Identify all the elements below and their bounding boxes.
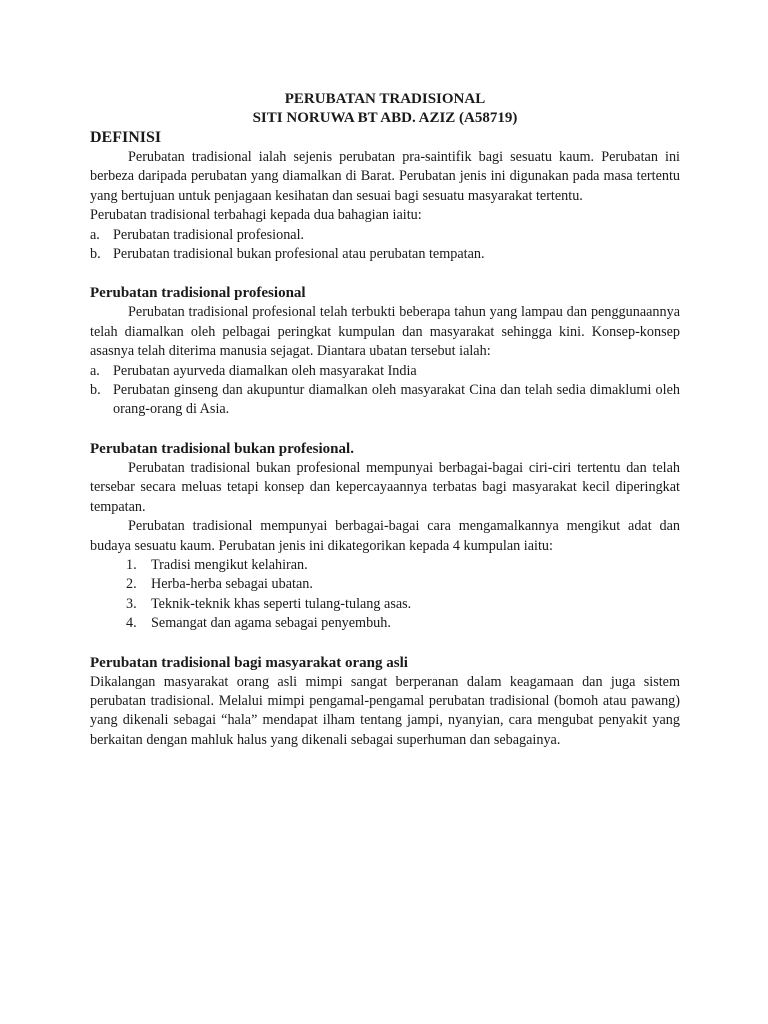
list-item bbox=[90, 381, 680, 420]
definisi-paragraph: Perubatan tradisional ialah sejenis perubatan pra-saintifik bagi sesuatu kaum. Perubatan ini berbeza daripada perubatan yang diamalkan di Barat. Perubatan jenis ini digunakan pada masa tertentu yang bertujuan untuk penjagaan kesihatan dan sesuai bagi sesuatu masyarakat tertentu. bbox=[90, 149, 680, 204]
list-item bbox=[126, 595, 680, 614]
document-title: PERUBATAN TRADISIONAL bbox=[284, 91, 486, 107]
bukan-profesional-list bbox=[90, 556, 680, 634]
list-marker: a. bbox=[90, 362, 100, 379]
orang-asli-paragraph: Dikalangan masyarakat orang asli mimpi sangat berperanan dalam keagamaan dan juga sistem perubatan tradisional. Melalui mimpi pengamal-pengamal perubatan tradisional (bomoh atau pawang) yang dikenali sebagai “hala” mendapat ilham tentang jampi, nyanyian, cara mengubat penyakit yang berkaitan dengan mahluk halus yang dikenali sebagai superhuman dan sebagainya. bbox=[90, 673, 680, 748]
spacer bbox=[90, 420, 680, 439]
profesional-list bbox=[90, 362, 680, 420]
document-author: SITI NORUWA BT ABD. AZIZ (A58719) bbox=[252, 110, 518, 126]
bukan-profesional-heading: Perubatan tradisional bukan profesional. bbox=[90, 440, 354, 457]
bukan-profesional-paragraph-1: Perubatan tradisional bukan profesional mempunyai berbagai-bagai ciri-ciri tertentu dan telah tersebar secara meluas tetapi konsep dan kepercayaannya terbatas bagi masyarakat kecil diperingkat tempatan. bbox=[90, 459, 680, 515]
list-marker: a. bbox=[90, 226, 100, 243]
list-item-text: Perubatan ayurveda diamalkan oleh masyarakat India bbox=[113, 362, 417, 379]
list-item-text: Perubatan tradisional profesional. bbox=[113, 226, 305, 243]
definisi-heading: DEFINISI bbox=[90, 129, 162, 146]
list-item bbox=[90, 362, 680, 381]
list-item-text: Teknik-teknik khas seperti tulang-tulang asas. bbox=[151, 595, 412, 612]
list-marker: 3. bbox=[126, 595, 137, 612]
list-item-text: Perubatan ginseng dan akupuntur diamalkan oleh masyarakat Cina dan telah sedia dimaklumi oleh orang-orang di Asia. bbox=[113, 382, 680, 418]
definisi-list bbox=[90, 226, 680, 265]
list-item-text: Tradisi mengikut kelahiran. bbox=[151, 556, 308, 573]
list-marker: 2. bbox=[126, 576, 137, 593]
list-item bbox=[126, 556, 680, 575]
list-marker: 4. bbox=[126, 615, 137, 632]
list-marker: 1. bbox=[126, 556, 137, 573]
definisi-intro: Perubatan tradisional terbahagi kepada dua bahagian iaitu: bbox=[90, 207, 422, 224]
orang-asli-heading: Perubatan tradisional bagi masyarakat orang asli bbox=[90, 654, 408, 671]
spacer bbox=[90, 634, 680, 653]
list-item bbox=[90, 245, 680, 264]
list-item-text: Perubatan tradisional bukan profesional atau perubatan tempatan. bbox=[113, 246, 485, 263]
document-page bbox=[90, 90, 680, 750]
list-marker: b. bbox=[90, 382, 101, 399]
list-item bbox=[90, 226, 680, 245]
list-item-text: Semangat dan agama sebagai penyembuh. bbox=[151, 615, 391, 632]
profesional-heading: Perubatan tradisional profesional bbox=[90, 285, 306, 302]
profesional-paragraph: Perubatan tradisional profesional telah terbukti beberapa tahun yang lampau dan penggunaannya telah diamalkan oleh pelbagai peringkat kumpulan dan masyarakat sehingga kini. Konsep-konsep asasnya telah diterima manusia sejagat. Diantara ubatan tersebut ialah: bbox=[90, 304, 680, 360]
spacer bbox=[90, 264, 680, 283]
bukan-profesional-paragraph-2: Perubatan tradisional mempunyai berbagai-bagai cara mengamalkannya mengikut adat dan budaya sesuatu kaum. Perubatan jenis ini dikategorikan kepada 4 kumpulan iaitu: bbox=[90, 518, 680, 554]
list-item bbox=[126, 614, 680, 633]
list-marker: b. bbox=[90, 246, 101, 263]
list-item bbox=[126, 575, 680, 594]
list-item-text: Herba-herba sebagai ubatan. bbox=[151, 576, 313, 593]
